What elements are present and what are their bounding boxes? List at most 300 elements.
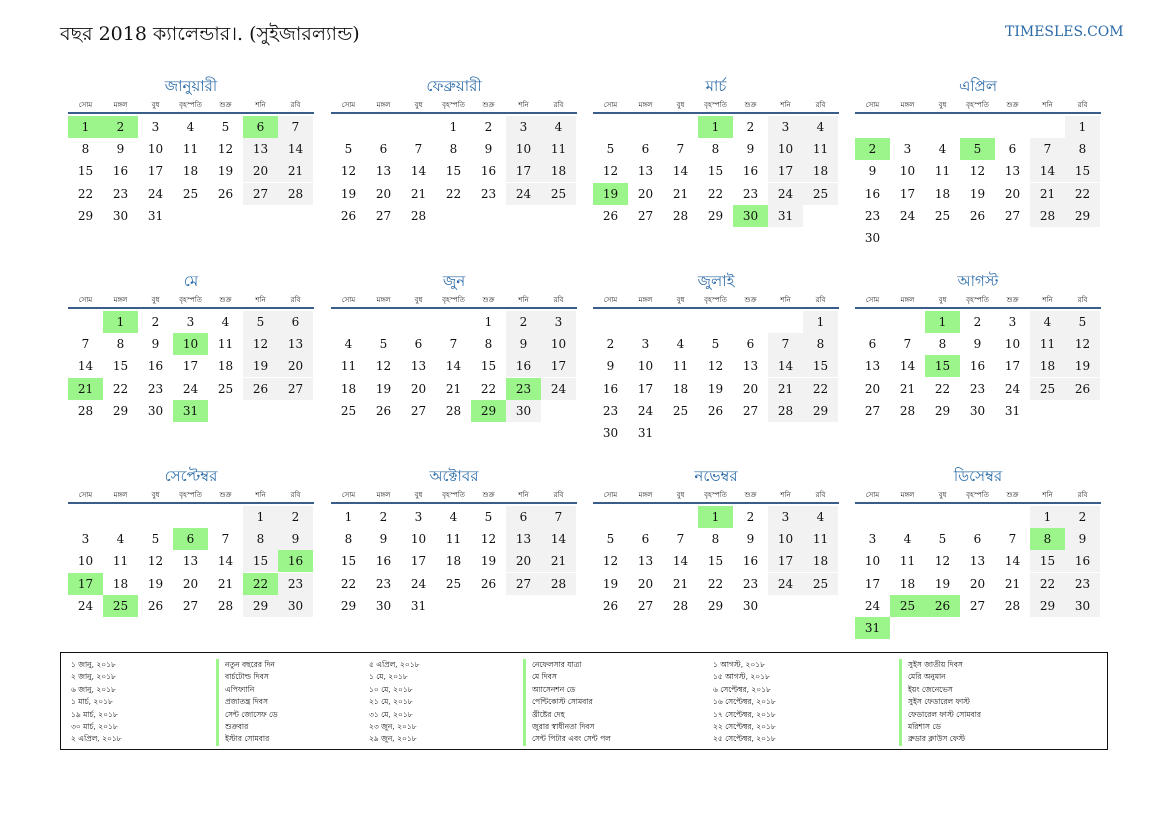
day-cell[interactable]: 13: [1004, 164, 1021, 179]
day-cell[interactable]: 28: [278, 183, 313, 205]
day-cell[interactable]: 13: [278, 333, 313, 355]
day-cell[interactable]: 29: [707, 208, 724, 223]
holiday-day-cell[interactable]: 19: [593, 183, 628, 205]
day-cell[interactable]: 28: [768, 400, 803, 422]
day-cell[interactable]: 7: [414, 142, 423, 157]
day-cell[interactable]: 8: [711, 142, 720, 157]
day-cell[interactable]: 27: [243, 183, 278, 205]
day-cell[interactable]: 22: [803, 378, 838, 400]
day-cell[interactable]: 28: [217, 598, 234, 613]
day-cell[interactable]: 29: [934, 403, 951, 418]
day-cell[interactable]: 26: [969, 208, 986, 223]
day-cell[interactable]: 18: [217, 359, 234, 374]
day-cell[interactable]: 13: [243, 138, 278, 160]
day-cell[interactable]: 27: [742, 403, 759, 418]
day-cell[interactable]: 12: [1065, 333, 1100, 355]
day-cell[interactable]: 17: [1004, 359, 1021, 374]
day-cell[interactable]: 21: [899, 381, 916, 396]
day-cell[interactable]: 24: [768, 573, 803, 595]
day-cell[interactable]: 10: [147, 142, 164, 157]
day-cell[interactable]: 27: [182, 598, 199, 613]
day-cell[interactable]: 15: [480, 359, 497, 374]
day-cell[interactable]: 9: [746, 532, 755, 547]
day-cell[interactable]: 9: [116, 142, 125, 157]
day-cell[interactable]: 21: [410, 186, 427, 201]
day-cell[interactable]: 17: [637, 381, 654, 396]
day-cell[interactable]: 29: [77, 208, 94, 223]
day-cell[interactable]: 26: [340, 208, 357, 223]
day-cell[interactable]: 21: [768, 378, 803, 400]
day-cell[interactable]: 13: [182, 554, 199, 569]
day-cell[interactable]: 5: [379, 337, 388, 352]
day-cell[interactable]: 12: [340, 164, 357, 179]
day-cell[interactable]: 11: [445, 532, 462, 547]
day-cell[interactable]: 13: [506, 528, 541, 550]
day-cell[interactable]: 14: [899, 359, 916, 374]
day-cell[interactable]: 4: [1030, 311, 1065, 333]
day-cell[interactable]: 17: [147, 164, 164, 179]
day-cell[interactable]: 9: [1065, 528, 1100, 550]
day-cell[interactable]: 8: [116, 337, 125, 352]
day-cell[interactable]: 16: [742, 554, 759, 569]
day-cell[interactable]: 28: [77, 403, 94, 418]
day-cell[interactable]: 24: [77, 598, 94, 613]
day-cell[interactable]: 4: [344, 337, 353, 352]
day-cell[interactable]: 17: [182, 359, 199, 374]
day-cell[interactable]: 3: [641, 337, 650, 352]
day-cell[interactable]: 30: [278, 595, 313, 617]
day-cell[interactable]: 17: [541, 355, 576, 377]
day-cell[interactable]: 29: [707, 598, 724, 613]
day-cell[interactable]: 29: [112, 403, 129, 418]
day-cell[interactable]: 31: [768, 205, 803, 227]
day-cell[interactable]: 4: [116, 532, 125, 547]
day-cell[interactable]: 31: [410, 598, 427, 613]
day-cell[interactable]: 25: [803, 573, 838, 595]
day-cell[interactable]: 18: [340, 381, 357, 396]
day-cell[interactable]: 21: [1004, 576, 1021, 591]
day-cell[interactable]: 24: [637, 403, 654, 418]
day-cell[interactable]: 20: [969, 576, 986, 591]
day-cell[interactable]: 3: [506, 116, 541, 138]
day-cell[interactable]: 24: [506, 183, 541, 205]
day-cell[interactable]: 19: [147, 576, 164, 591]
day-cell[interactable]: 12: [243, 333, 278, 355]
day-cell[interactable]: 14: [768, 355, 803, 377]
day-cell[interactable]: 22: [1030, 573, 1065, 595]
day-cell[interactable]: 8: [243, 528, 278, 550]
day-cell[interactable]: 14: [1004, 554, 1021, 569]
day-cell[interactable]: 1: [484, 315, 493, 329]
day-cell[interactable]: 18: [803, 550, 838, 572]
day-cell[interactable]: 14: [672, 164, 689, 179]
day-cell[interactable]: 16: [602, 381, 619, 396]
day-cell[interactable]: 21: [278, 160, 313, 182]
day-cell[interactable]: 5: [243, 311, 278, 333]
day-cell[interactable]: 26: [480, 576, 497, 591]
day-cell[interactable]: 12: [480, 532, 497, 547]
day-cell[interactable]: 14: [541, 528, 576, 550]
day-cell[interactable]: 5: [484, 510, 493, 524]
day-cell[interactable]: 6: [746, 337, 755, 352]
day-cell[interactable]: 20: [375, 186, 392, 201]
day-cell[interactable]: 19: [480, 554, 497, 569]
day-cell[interactable]: 13: [864, 359, 881, 374]
day-cell[interactable]: 17: [410, 554, 427, 569]
day-cell[interactable]: 9: [278, 528, 313, 550]
holiday-day-cell[interactable]: 23: [506, 378, 541, 400]
holiday-day-cell[interactable]: 31: [173, 400, 208, 422]
day-cell[interactable]: 21: [541, 550, 576, 572]
day-cell[interactable]: 28: [1030, 205, 1065, 227]
day-cell[interactable]: 20: [1004, 186, 1021, 201]
holiday-day-cell[interactable]: 29: [471, 400, 506, 422]
day-cell[interactable]: 27: [637, 598, 654, 613]
day-cell[interactable]: 22: [480, 381, 497, 396]
day-cell[interactable]: 19: [707, 381, 724, 396]
day-cell[interactable]: 20: [278, 355, 313, 377]
day-cell[interactable]: 30: [112, 208, 129, 223]
day-cell[interactable]: 30: [147, 403, 164, 418]
day-cell[interactable]: 26: [602, 208, 619, 223]
day-cell[interactable]: 10: [1004, 337, 1021, 352]
day-cell[interactable]: 7: [676, 532, 685, 547]
day-cell[interactable]: 8: [344, 532, 353, 547]
day-cell[interactable]: 8: [1065, 138, 1100, 160]
day-cell[interactable]: 11: [803, 138, 838, 160]
day-cell[interactable]: 19: [602, 576, 619, 591]
day-cell[interactable]: 6: [278, 311, 313, 333]
day-cell[interactable]: 23: [375, 576, 392, 591]
day-cell[interactable]: 9: [746, 142, 755, 157]
day-cell[interactable]: 31: [1004, 403, 1021, 418]
day-cell[interactable]: 5: [151, 532, 160, 547]
day-cell[interactable]: 6: [1008, 142, 1017, 157]
day-cell[interactable]: 12: [707, 359, 724, 374]
day-cell[interactable]: 24: [541, 378, 576, 400]
day-cell[interactable]: 8: [449, 142, 458, 157]
day-cell[interactable]: 4: [186, 120, 195, 134]
day-cell[interactable]: 24: [182, 381, 199, 396]
holiday-day-cell[interactable]: 21: [68, 378, 103, 400]
day-cell[interactable]: 11: [899, 554, 916, 569]
day-cell[interactable]: 27: [375, 208, 392, 223]
day-cell[interactable]: 16: [969, 359, 986, 374]
day-cell[interactable]: 28: [1004, 598, 1021, 613]
day-cell[interactable]: 14: [410, 164, 427, 179]
day-cell[interactable]: 11: [340, 359, 357, 374]
day-cell[interactable]: 19: [1065, 355, 1100, 377]
day-cell[interactable]: 17: [506, 160, 541, 182]
day-cell[interactable]: 24: [864, 598, 881, 613]
day-cell[interactable]: 4: [221, 315, 230, 329]
day-cell[interactable]: 5: [221, 120, 230, 134]
holiday-day-cell[interactable]: 6: [173, 528, 208, 550]
day-cell[interactable]: 13: [637, 554, 654, 569]
day-cell[interactable]: 7: [676, 142, 685, 157]
day-cell[interactable]: 27: [506, 573, 541, 595]
day-cell[interactable]: 18: [112, 576, 129, 591]
day-cell[interactable]: 22: [340, 576, 357, 591]
day-cell[interactable]: 14: [77, 359, 94, 374]
day-cell[interactable]: 15: [1065, 160, 1100, 182]
day-cell[interactable]: 11: [934, 164, 951, 179]
day-cell[interactable]: 10: [541, 333, 576, 355]
holiday-day-cell[interactable]: 22: [243, 573, 278, 595]
day-cell[interactable]: 14: [672, 554, 689, 569]
holiday-day-cell[interactable]: 10: [173, 333, 208, 355]
day-cell[interactable]: 23: [147, 381, 164, 396]
day-cell[interactable]: 16: [506, 355, 541, 377]
day-cell[interactable]: 22: [112, 381, 129, 396]
day-cell[interactable]: 14: [278, 138, 313, 160]
day-cell[interactable]: 16: [480, 164, 497, 179]
day-cell[interactable]: 6: [414, 337, 423, 352]
day-cell[interactable]: 5: [606, 142, 615, 157]
holiday-day-cell[interactable]: 17: [68, 573, 103, 595]
day-cell[interactable]: 26: [217, 186, 234, 201]
day-cell[interactable]: 29: [803, 400, 838, 422]
day-cell[interactable]: 2: [506, 311, 541, 333]
day-cell[interactable]: 10: [637, 359, 654, 374]
day-cell[interactable]: 11: [541, 138, 576, 160]
day-cell[interactable]: 29: [1030, 595, 1065, 617]
day-cell[interactable]: 25: [182, 186, 199, 201]
day-cell[interactable]: 4: [541, 116, 576, 138]
day-cell[interactable]: 15: [1030, 550, 1065, 572]
day-cell[interactable]: 19: [217, 164, 234, 179]
day-cell[interactable]: 7: [221, 532, 230, 547]
day-cell[interactable]: 14: [445, 359, 462, 374]
day-cell[interactable]: 29: [243, 595, 278, 617]
day-cell[interactable]: 3: [414, 510, 423, 524]
day-cell[interactable]: 1: [1065, 116, 1100, 138]
day-cell[interactable]: 4: [938, 142, 947, 157]
day-cell[interactable]: 2: [606, 337, 615, 352]
day-cell[interactable]: 26: [602, 598, 619, 613]
holiday-day-cell[interactable]: 5: [960, 138, 995, 160]
day-cell[interactable]: 13: [969, 554, 986, 569]
day-cell[interactable]: 26: [375, 403, 392, 418]
day-cell[interactable]: 10: [864, 554, 881, 569]
day-cell[interactable]: 3: [186, 315, 195, 329]
day-cell[interactable]: 25: [217, 381, 234, 396]
day-cell[interactable]: 3: [768, 506, 803, 528]
holiday-day-cell[interactable]: 8: [1030, 528, 1065, 550]
day-cell[interactable]: 13: [637, 164, 654, 179]
day-cell[interactable]: 9: [506, 333, 541, 355]
day-cell[interactable]: 12: [602, 554, 619, 569]
day-cell[interactable]: 4: [803, 116, 838, 138]
day-cell[interactable]: 6: [868, 337, 877, 352]
day-cell[interactable]: 7: [278, 116, 313, 138]
day-cell[interactable]: 5: [711, 337, 720, 352]
day-cell[interactable]: 4: [449, 510, 458, 524]
day-cell[interactable]: 23: [742, 186, 759, 201]
day-cell[interactable]: 10: [77, 554, 94, 569]
day-cell[interactable]: 27: [278, 378, 313, 400]
day-cell[interactable]: 12: [969, 164, 986, 179]
day-cell[interactable]: 17: [899, 186, 916, 201]
day-cell[interactable]: 12: [602, 164, 619, 179]
day-cell[interactable]: 9: [868, 164, 877, 179]
day-cell[interactable]: 18: [934, 186, 951, 201]
day-cell[interactable]: 18: [803, 160, 838, 182]
day-cell[interactable]: 2: [278, 506, 313, 528]
day-cell[interactable]: 7: [768, 333, 803, 355]
day-cell[interactable]: 6: [641, 532, 650, 547]
day-cell[interactable]: 26: [243, 378, 278, 400]
day-cell[interactable]: 21: [217, 576, 234, 591]
day-cell[interactable]: 24: [1004, 381, 1021, 396]
day-cell[interactable]: 3: [151, 120, 160, 134]
day-cell[interactable]: 23: [864, 208, 881, 223]
day-cell[interactable]: 13: [742, 359, 759, 374]
day-cell[interactable]: 9: [606, 359, 615, 374]
day-cell[interactable]: 23: [480, 186, 497, 201]
day-cell[interactable]: 29: [1065, 205, 1100, 227]
day-cell[interactable]: 20: [864, 381, 881, 396]
day-cell[interactable]: 9: [379, 532, 388, 547]
day-cell[interactable]: 28: [445, 403, 462, 418]
day-cell[interactable]: 27: [637, 208, 654, 223]
day-cell[interactable]: 27: [410, 403, 427, 418]
day-cell[interactable]: 19: [375, 381, 392, 396]
day-cell[interactable]: 23: [1065, 573, 1100, 595]
day-cell[interactable]: 19: [243, 355, 278, 377]
day-cell[interactable]: 15: [340, 554, 357, 569]
day-cell[interactable]: 10: [899, 164, 916, 179]
day-cell[interactable]: 23: [112, 186, 129, 201]
day-cell[interactable]: 23: [969, 381, 986, 396]
day-cell[interactable]: 11: [1030, 333, 1065, 355]
day-cell[interactable]: 11: [217, 337, 234, 352]
day-cell[interactable]: 7: [1030, 138, 1065, 160]
day-cell[interactable]: 27: [864, 403, 881, 418]
holiday-day-cell[interactable]: 6: [243, 116, 278, 138]
day-cell[interactable]: 13: [410, 359, 427, 374]
day-cell[interactable]: 14: [217, 554, 234, 569]
day-cell[interactable]: 23: [602, 403, 619, 418]
holiday-day-cell[interactable]: 1: [698, 116, 733, 138]
day-cell[interactable]: 16: [112, 164, 129, 179]
day-cell[interactable]: 30: [1065, 595, 1100, 617]
day-cell[interactable]: 5: [344, 142, 353, 157]
day-cell[interactable]: 11: [672, 359, 689, 374]
day-cell[interactable]: 15: [77, 164, 94, 179]
day-cell[interactable]: 25: [340, 403, 357, 418]
day-cell[interactable]: 30: [969, 403, 986, 418]
day-cell[interactable]: 8: [711, 532, 720, 547]
day-cell[interactable]: 19: [934, 576, 951, 591]
day-cell[interactable]: 22: [445, 186, 462, 201]
holiday-day-cell[interactable]: 15: [925, 355, 960, 377]
day-cell[interactable]: 25: [1030, 378, 1065, 400]
day-cell[interactable]: 5: [1065, 311, 1100, 333]
day-cell[interactable]: 22: [707, 186, 724, 201]
day-cell[interactable]: 28: [672, 208, 689, 223]
day-cell[interactable]: 20: [243, 160, 278, 182]
day-cell[interactable]: 22: [934, 381, 951, 396]
day-cell[interactable]: 15: [112, 359, 129, 374]
day-cell[interactable]: 15: [445, 164, 462, 179]
day-cell[interactable]: 21: [672, 186, 689, 201]
day-cell[interactable]: 18: [1030, 355, 1065, 377]
day-cell[interactable]: 16: [375, 554, 392, 569]
day-cell[interactable]: 30: [602, 426, 619, 440]
day-cell[interactable]: 30: [864, 231, 881, 245]
day-cell[interactable]: 6: [379, 142, 388, 157]
day-cell[interactable]: 8: [81, 142, 90, 157]
day-cell[interactable]: 1: [243, 506, 278, 528]
day-cell[interactable]: 6: [973, 532, 982, 547]
day-cell[interactable]: 24: [899, 208, 916, 223]
day-cell[interactable]: 15: [243, 550, 278, 572]
day-cell[interactable]: 3: [768, 116, 803, 138]
day-cell[interactable]: 30: [506, 400, 541, 422]
day-cell[interactable]: 24: [768, 183, 803, 205]
day-cell[interactable]: 22: [707, 576, 724, 591]
day-cell[interactable]: 14: [1030, 160, 1065, 182]
day-cell[interactable]: 28: [899, 403, 916, 418]
day-cell[interactable]: 16: [742, 164, 759, 179]
day-cell[interactable]: 8: [484, 337, 493, 352]
day-cell[interactable]: 18: [672, 381, 689, 396]
day-cell[interactable]: 15: [707, 164, 724, 179]
day-cell[interactable]: 23: [742, 576, 759, 591]
day-cell[interactable]: 8: [803, 333, 838, 355]
day-cell[interactable]: 25: [934, 208, 951, 223]
day-cell[interactable]: 2: [379, 510, 388, 524]
day-cell[interactable]: 24: [410, 576, 427, 591]
holiday-day-cell[interactable]: 1: [698, 506, 733, 528]
day-cell[interactable]: 20: [742, 381, 759, 396]
holiday-day-cell[interactable]: 2: [855, 138, 890, 160]
holiday-day-cell[interactable]: 26: [925, 595, 960, 617]
day-cell[interactable]: 15: [803, 355, 838, 377]
day-cell[interactable]: 22: [1065, 183, 1100, 205]
day-cell[interactable]: 11: [803, 528, 838, 550]
day-cell[interactable]: 21: [1030, 183, 1065, 205]
day-cell[interactable]: 25: [445, 576, 462, 591]
day-cell[interactable]: 22: [77, 186, 94, 201]
day-cell[interactable]: 17: [768, 550, 803, 572]
day-cell[interactable]: 2: [1065, 506, 1100, 528]
day-cell[interactable]: 17: [768, 160, 803, 182]
day-cell[interactable]: 27: [969, 598, 986, 613]
day-cell[interactable]: 20: [182, 576, 199, 591]
day-cell[interactable]: 10: [768, 138, 803, 160]
day-cell[interactable]: 10: [410, 532, 427, 547]
day-cell[interactable]: 4: [676, 337, 685, 352]
day-cell[interactable]: 13: [375, 164, 392, 179]
day-cell[interactable]: 1: [344, 510, 353, 524]
day-cell[interactable]: 30: [375, 598, 392, 613]
day-cell[interactable]: 1: [449, 120, 458, 134]
holiday-day-cell[interactable]: 2: [103, 116, 138, 138]
day-cell[interactable]: 23: [278, 573, 313, 595]
day-cell[interactable]: 12: [217, 142, 234, 157]
day-cell[interactable]: 7: [541, 506, 576, 528]
day-cell[interactable]: 18: [445, 554, 462, 569]
day-cell[interactable]: 24: [147, 186, 164, 201]
day-cell[interactable]: 20: [506, 550, 541, 572]
site-name[interactable]: TIMESLES.COM: [1005, 24, 1124, 40]
day-cell[interactable]: 20: [637, 186, 654, 201]
day-cell[interactable]: 11: [182, 142, 199, 157]
day-cell[interactable]: 12: [934, 554, 951, 569]
day-cell[interactable]: 2: [746, 510, 755, 524]
